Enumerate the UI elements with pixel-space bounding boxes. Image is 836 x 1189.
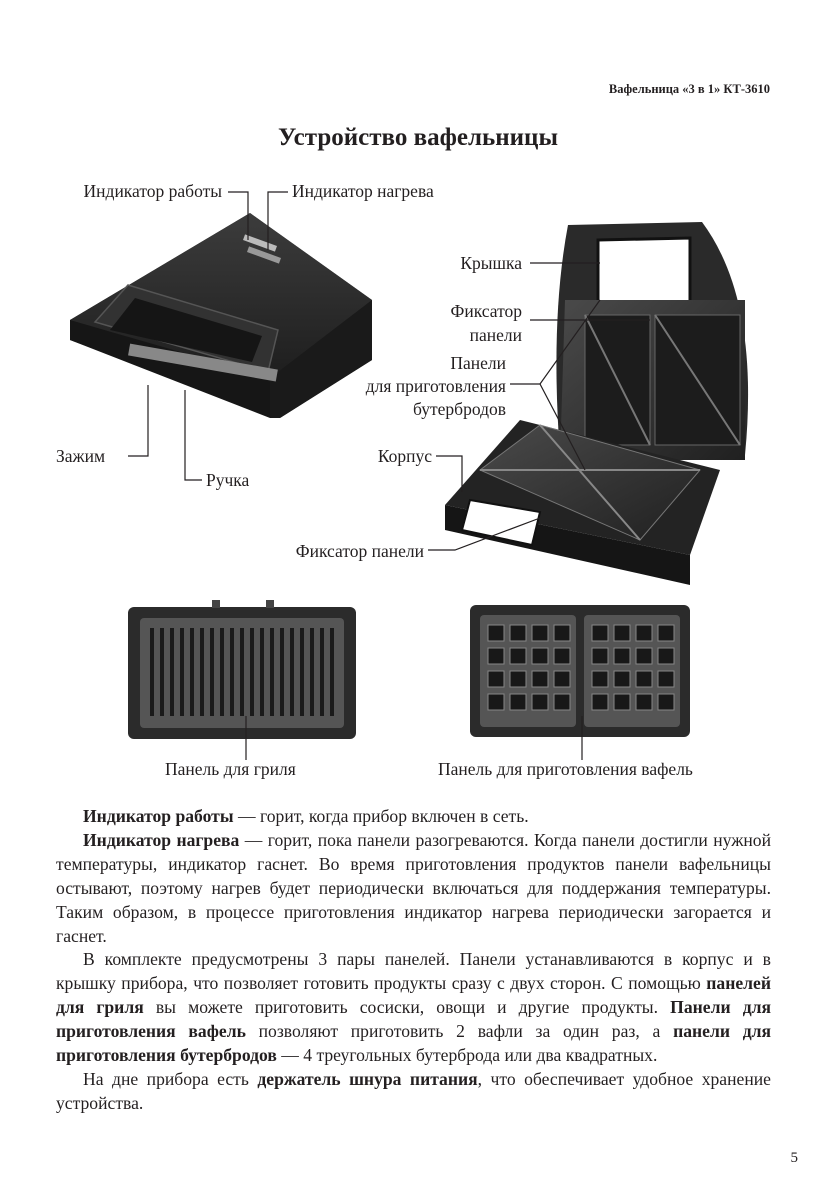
paragraph-text: — горит, когда прибор включен в сеть.	[233, 806, 529, 826]
label-clamp: Зажим	[56, 446, 106, 466]
paragraph-text: позволяют приготовить 2 вафли за один раз, а	[245, 1021, 674, 1042]
label-panel-lock-line1: Фиксатор	[450, 301, 522, 321]
label-sandwich-panels-line3: бутербродов	[413, 399, 506, 419]
paragraph-text: вы можете приготовить сосиски, овощи и другие продукты.	[143, 997, 671, 1018]
label-lid: Крышка	[460, 253, 522, 273]
description-text	[56, 805, 771, 1116]
label-sandwich-panels-line2: для приготовления	[365, 376, 506, 396]
term-sandwich-panels: панели для приготовления бутербродов	[56, 1021, 771, 1066]
term-waffle-panels: Панели для приготовления вафель	[56, 997, 772, 1042]
label-work-indicator: Индикатор работы	[83, 181, 222, 201]
page-number: 5	[790, 1150, 798, 1166]
label-handle: Ручка	[206, 470, 250, 490]
label-body: Корпус	[377, 446, 432, 466]
label-grill-panel: Панель для гриля	[165, 759, 296, 779]
label-panel-lock-bottom: Фиксатор панели	[295, 541, 424, 561]
label-sandwich-panels-line1: Панели	[450, 353, 506, 373]
paragraph-text: — 4 треугольных бутерброда или два квадратных.	[276, 1045, 658, 1066]
label-heat-indicator: Индикатор нагрева	[292, 181, 434, 201]
term-cord-holder: держатель шнура питания	[257, 1068, 478, 1089]
paragraph-text: , что обеспечивает удобное хранение устройства.	[56, 1068, 771, 1113]
label-waffle-panel: Панель для приготовления вафель	[438, 759, 693, 779]
paragraph-cord-holder	[56, 1068, 771, 1116]
label-panel-lock-line2: панели	[469, 325, 522, 345]
page-title: Устройство вафельницы	[278, 124, 558, 151]
running-header: Вафельница «3 в 1» КТ-3610	[608, 82, 770, 96]
term-grill-panels: панелей для гриля	[56, 973, 771, 1018]
grill-panel-image	[128, 600, 356, 739]
term-heat-indicator: Индикатор нагрева	[83, 829, 240, 850]
paragraph-heat-indicator	[56, 829, 771, 949]
paragraph-panels	[56, 948, 771, 1068]
paragraph-text: В комплекте предусмотрены 3 пары панелей. Панели устанавливаются в корпус и в крышку прибора, что позволяет готовить продукты сразу с двух сторон. С помощью	[56, 949, 771, 994]
waffle-panel-image	[470, 605, 690, 737]
paragraph-work-indicator	[56, 805, 771, 829]
term-work-indicator: Индикатор работы	[83, 806, 234, 826]
paragraph-text: — горит, пока панели разогреваются. Когда панели достигли нужной температуры, индикатор гаснет. Во время приготовления продуктов панели вафельницы остывают, поэтому нагрев будет периодически включаться для поддержания температуры. Таким образом, в процессе приготовления индикатор нагрева периодически загорается и гаснет.	[56, 829, 771, 946]
paragraph-text: На дне прибора есть	[83, 1068, 258, 1089]
